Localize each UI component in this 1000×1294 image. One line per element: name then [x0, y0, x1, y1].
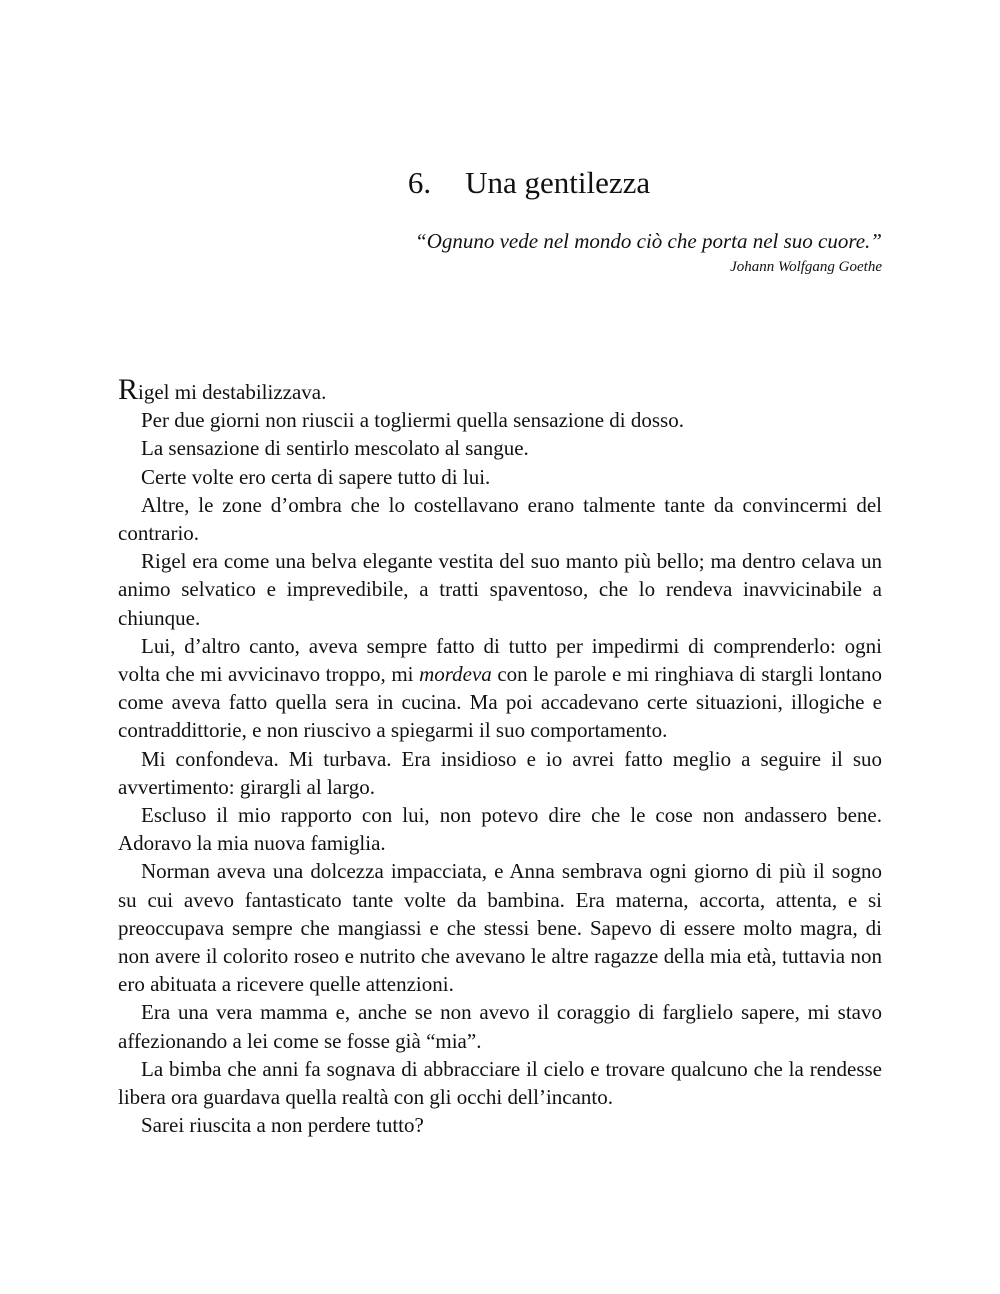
initial-letter: R [118, 373, 139, 406]
paragraph-9: Escluso il mio rapporto con lui, non potevo dire che le cose non andassero bene. Adoravo la mia nuova famiglia. [118, 803, 882, 856]
chapter-heading [118, 163, 882, 203]
epigraph-author: Johann Wolfgang Goethe [730, 259, 882, 275]
paragraph-4: Certe volte ero certa di sapere tutto di lui. [141, 464, 491, 489]
paragraph-7-text-a: Lui, d’altro canto, aveva sempre fatto di tutto per impedirmi di comprenderlo: ogni volta che mi avvicinavo troppo, mi [118, 633, 882, 687]
paragraph-7-text-b: con le parole e mi ringhiava di stargli lontano come aveva fatto quella sera in cucina. Ma poi accadevano certe situazioni, illogiche e contraddittorie, e non riuscivo a spiegarmi il suo comportamento. [118, 662, 882, 743]
paragraph-7-italic: mordeva [419, 662, 492, 687]
paragraph-11: Era una vera mamma e, anche se non avevo il coraggio di farglielo sapere, mi stavo affezionando a lei come se fosse già “mia”. [118, 1000, 882, 1053]
paragraph-10: Norman aveva una dolcezza impacciata, e Anna sembrava ogni giorno di più il sogno su cui avevo fantasticato tante volte da bambina. Era materna, accorta, attenta, e si preoccupava sempre che mangiassi e che stessi bene. Sapevo di essere molto magra, di non avere il colorito roseo e nutrito che avevano le altre ragazze della mia età, tuttavia non ero abituata a ricevere quelle attenzioni. [118, 859, 882, 997]
chapter-title: Una gentilezza [465, 165, 651, 200]
paragraph-1-text: igel mi destabilizzava. [138, 380, 327, 404]
chapter-body [118, 373, 882, 1139]
paragraph-5: Altre, le zone d’ombra che lo costellavano erano talmente tante da convincermi del contrario. [118, 492, 882, 546]
epigraph-quote: “Ognuno vede nel mondo ciò che porta nel suo cuore.” [415, 229, 882, 253]
paragraph-6: Rigel era come una belva elegante vestita del suo manto più bello; ma dentro celava un animo selvatico e imprevedibile, a tratti spaventoso, che lo rendeva inavvicinabile a chiunque. [118, 549, 882, 630]
epigraph [118, 226, 882, 278]
paragraph-7 [118, 632, 882, 745]
paragraph-3: La sensazione di sentirlo mescolato al sangue. [141, 436, 529, 461]
paragraph-2: Per due giorni non riuscii a togliermi quella sensazione di dosso. [141, 408, 684, 433]
paragraph-12: La bimba che anni fa sognava di abbracciare il cielo e trovare qualcuno che la rendesse libera ora guardava quella realtà con gli occhi dell’incanto. [118, 1056, 882, 1110]
chapter-number: 6. [407, 165, 432, 200]
paragraph-1 [118, 373, 882, 406]
paragraph-8: Mi confondeva. Mi turbava. Era insidioso e io avrei fatto meglio a seguire il suo avvertimento: girargli al largo. [118, 746, 882, 799]
paragraph-13: Sarei riuscita a non perdere tutto? [141, 1113, 424, 1138]
